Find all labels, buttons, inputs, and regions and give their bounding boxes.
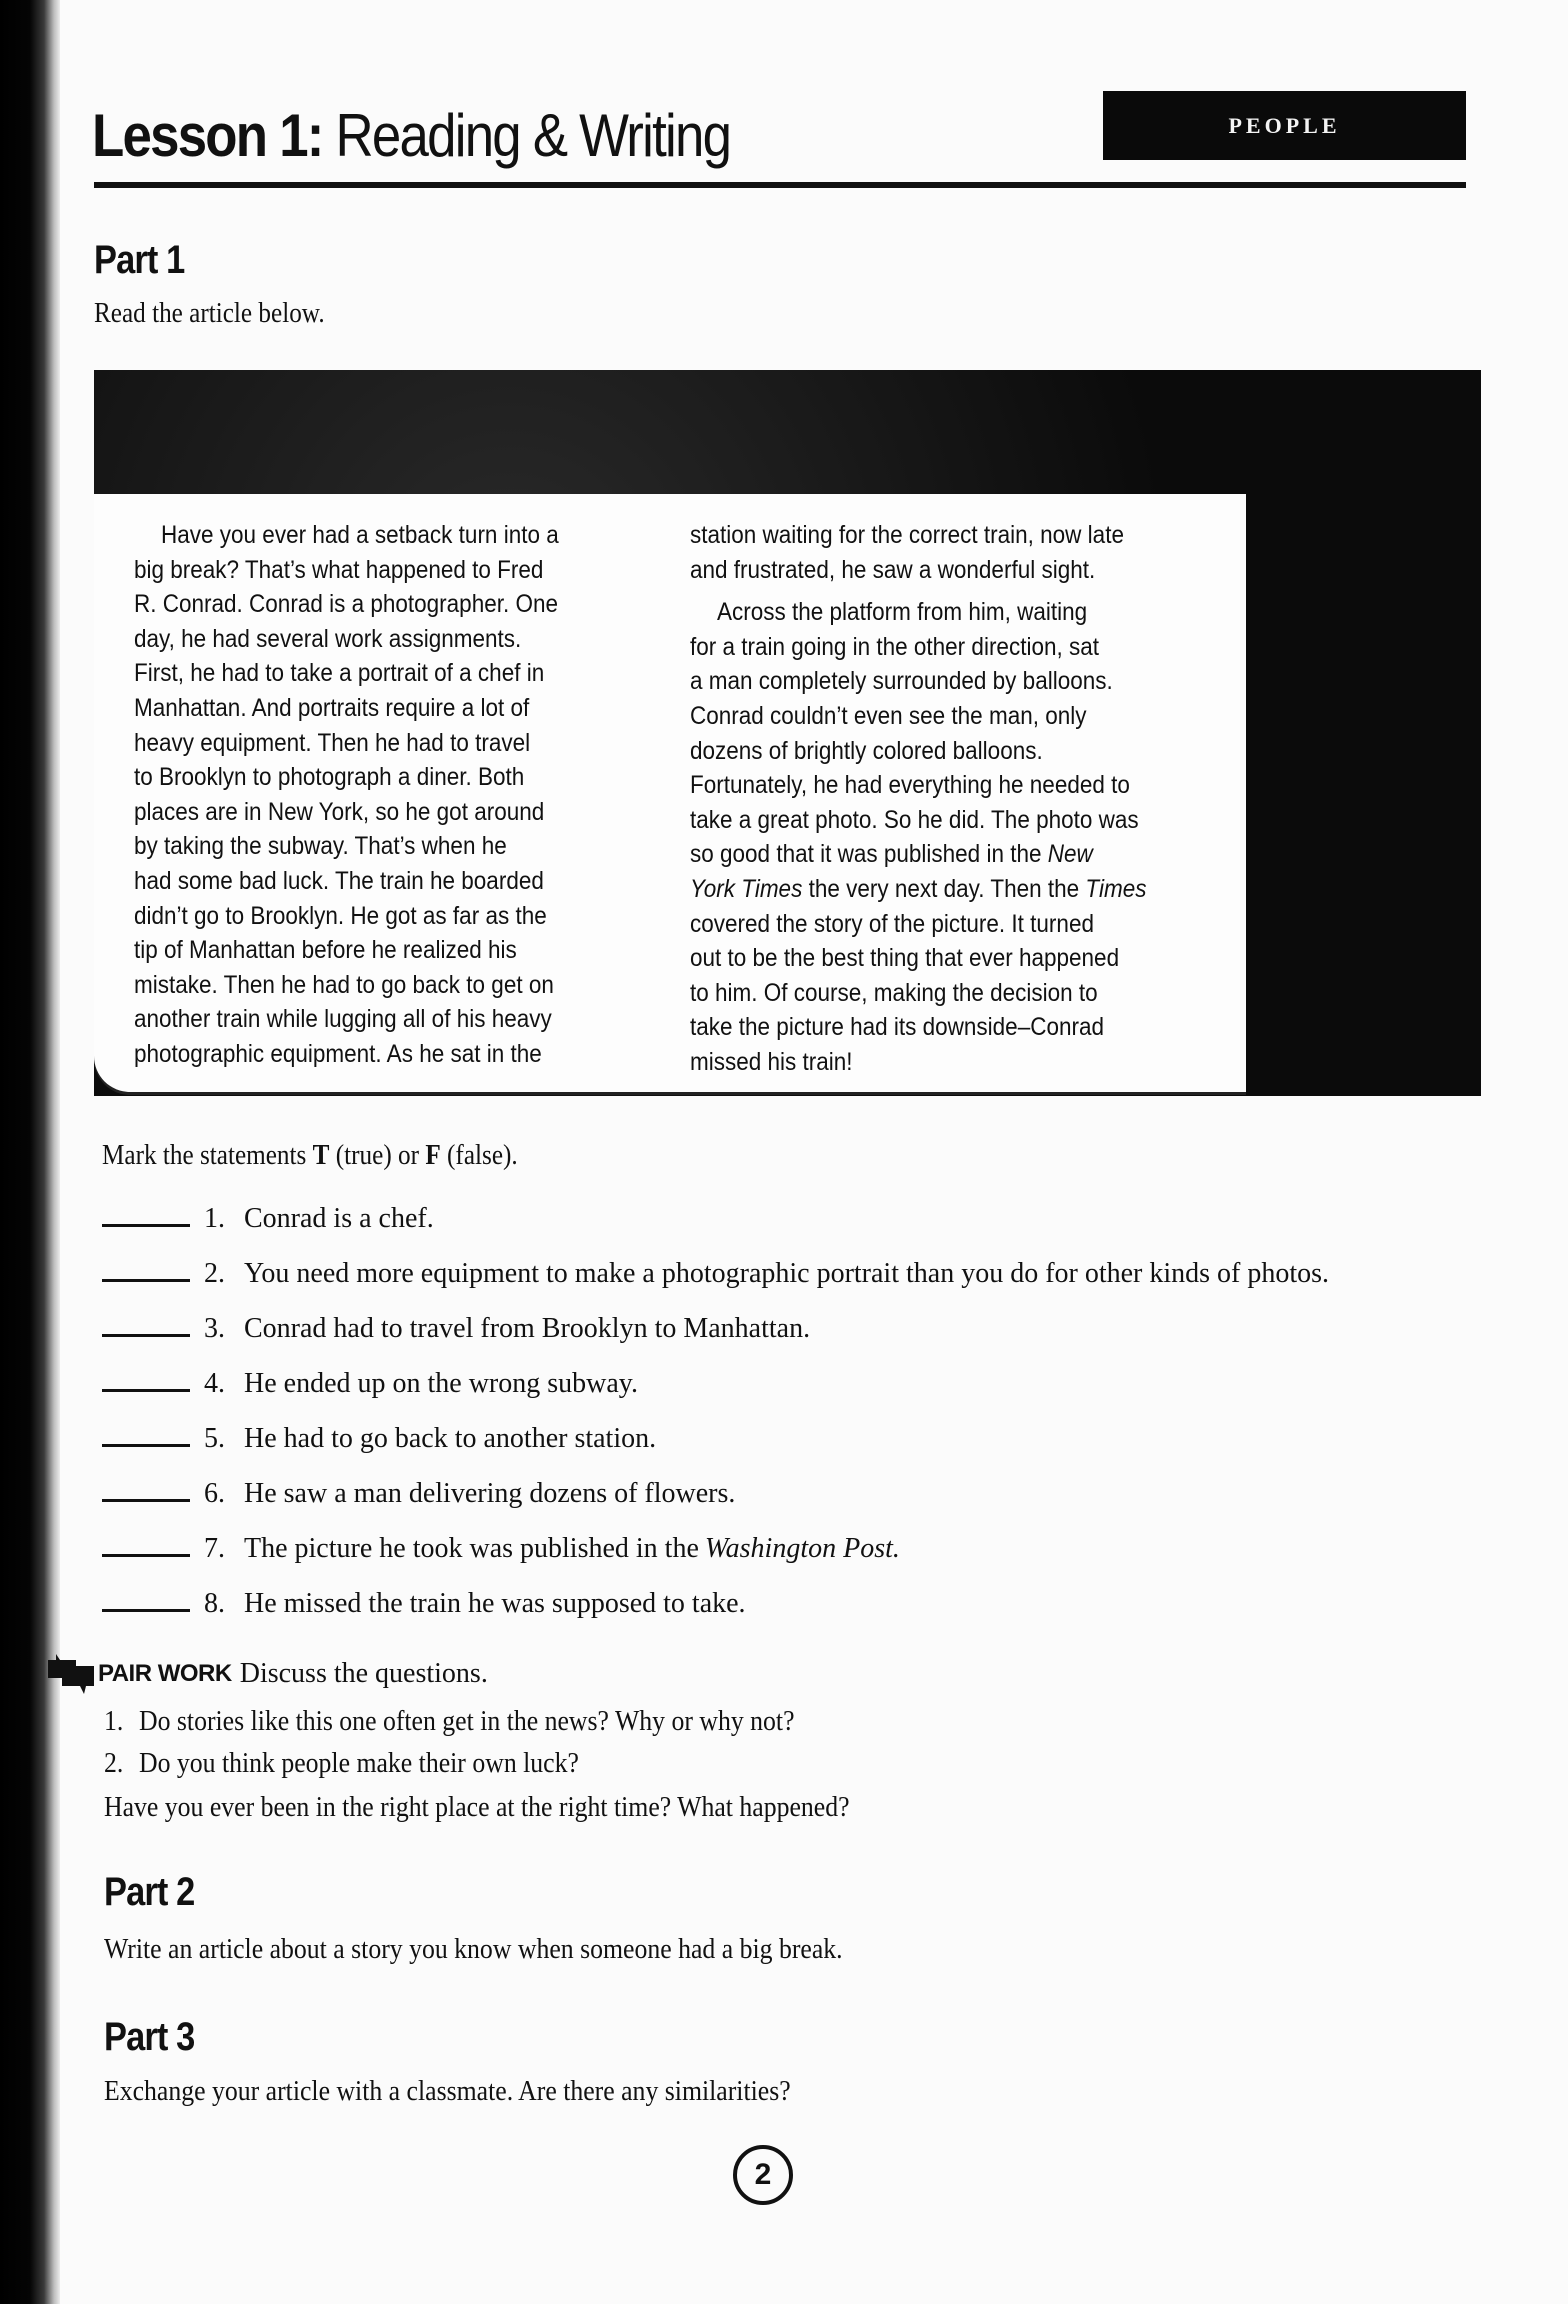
article-line: another train while lugging all of his heavy bbox=[134, 1005, 552, 1034]
article-line: Manhattan. And portraits require a lot of bbox=[134, 693, 530, 722]
part2-instruction: Write an article about a story you know when someone had a big break. bbox=[104, 1934, 843, 1965]
italic-times: Times bbox=[1085, 874, 1147, 903]
tf-instruction: Mark the statements T (true) or F (false). bbox=[102, 1140, 518, 1171]
title-divider bbox=[94, 182, 1466, 188]
answer-blank[interactable] bbox=[102, 1422, 190, 1447]
article-line: R. Conrad. Conrad is a photographer. One bbox=[134, 590, 559, 619]
italic-new: New bbox=[1047, 840, 1093, 869]
part2-heading: Part 2 bbox=[104, 1870, 195, 1914]
statement-item: 5. He had to go back to another station. bbox=[102, 1422, 656, 1462]
article-line: day, he had several work assignments. bbox=[134, 624, 522, 653]
page-number: 2 bbox=[733, 2145, 793, 2205]
article-line: by taking the subway. That’s when he bbox=[134, 832, 507, 861]
article-line: mistake. Then he had to go back to get on bbox=[134, 970, 554, 999]
article-line: to Brooklyn to photograph a diner. Both bbox=[134, 763, 525, 792]
article-line: York Times the very next day. Then the Times bbox=[690, 874, 1147, 903]
statement-item: 2. You need more equipment to make a photographic portrait than you do for other kinds of photos. bbox=[102, 1257, 1329, 1297]
article-line: Have you ever had a setback turn into a bbox=[161, 521, 559, 549]
article-line: and frustrated, he saw a wonderful sight. bbox=[690, 555, 1096, 584]
statement-item: 1. Conrad is a chef. bbox=[102, 1202, 434, 1242]
article-left-column bbox=[134, 518, 559, 1072]
discussion-follow-up: Have you ever been in the right place at the right time? What happened? bbox=[104, 1792, 850, 1823]
answer-blank[interactable] bbox=[102, 1257, 190, 1282]
pair-work-instruction: PAIR WORK Discuss the questions. bbox=[46, 1652, 488, 1696]
article-line: missed his train! bbox=[690, 1047, 853, 1076]
article-line: places are in New York, so he got around bbox=[134, 797, 545, 826]
part1-heading: Part 1 bbox=[94, 238, 185, 282]
part3-heading: Part 3 bbox=[104, 2015, 195, 2059]
answer-blank[interactable] bbox=[102, 1587, 190, 1612]
article-line: to him. Of course, making the decision to bbox=[690, 978, 1098, 1007]
answer-blank[interactable] bbox=[102, 1532, 190, 1557]
book-binding-shadow bbox=[0, 0, 60, 2304]
lesson-number: Lesson 1: bbox=[92, 102, 323, 169]
unit-tag-label: PEOPLE bbox=[1228, 112, 1341, 138]
article-line: tip of Manhattan before he realized his bbox=[134, 936, 517, 965]
article-line: First, he had to take a portrait of a chef in bbox=[134, 659, 545, 688]
article-line: take a great photo. So he did. The photo was bbox=[690, 805, 1139, 834]
discussion-question: 2. Do you think people make their own luck? bbox=[104, 1748, 579, 1779]
unit-tag bbox=[1103, 91, 1466, 160]
article-line: Across the platform from him, waiting bbox=[717, 598, 1088, 627]
statement-item: 7. The picture he took was published in the Washington Post. bbox=[102, 1532, 900, 1572]
article-panel bbox=[94, 494, 1246, 1092]
statement-item: 4. He ended up on the wrong subway. bbox=[102, 1367, 638, 1407]
article-line: heavy equipment. Then he had to travel bbox=[134, 728, 531, 757]
part3-instruction: Exchange your article with a classmate. Are there any similarities? bbox=[104, 2076, 791, 2107]
statement-item: 6. He saw a man delivering dozens of flowers. bbox=[102, 1477, 735, 1517]
article-line: Fortunately, he had everything he needed to bbox=[690, 771, 1130, 800]
article-line: so good that it was published in the New bbox=[690, 840, 1093, 869]
article-line: a man completely surrounded by balloons. bbox=[690, 667, 1113, 696]
article-line: covered the story of the picture. It turned bbox=[690, 909, 1094, 938]
answer-blank[interactable] bbox=[102, 1477, 190, 1502]
speech-bubbles-icon bbox=[46, 1652, 98, 1696]
pair-work-label: PAIR WORK bbox=[98, 1660, 232, 1687]
article-line: station waiting for the correct train, now late bbox=[690, 521, 1124, 549]
article-line: Conrad couldn’t even see the man, only bbox=[690, 701, 1087, 730]
lesson-title bbox=[92, 100, 730, 172]
article-line: had some bad luck. The train he boarded bbox=[134, 866, 544, 895]
article-right-column bbox=[690, 518, 1146, 1080]
answer-blank[interactable] bbox=[102, 1202, 190, 1227]
italic-york-times: York Times bbox=[690, 874, 803, 903]
part1-instruction: Read the article below. bbox=[94, 298, 325, 329]
statement-item: 3. Conrad had to travel from Brooklyn to Manhattan. bbox=[102, 1312, 810, 1352]
article-line: take the picture had its downside–Conrad bbox=[690, 1013, 1105, 1042]
answer-blank[interactable] bbox=[102, 1312, 190, 1337]
article-line: for a train going in the other direction, sat bbox=[690, 632, 1099, 661]
article-line: big break? That’s what happened to Fred bbox=[134, 555, 544, 584]
article-box bbox=[94, 370, 1481, 1096]
answer-blank[interactable] bbox=[102, 1367, 190, 1392]
article-line: out to be the best thing that ever happened bbox=[690, 944, 1120, 973]
lesson-name: Reading & Writing bbox=[335, 102, 731, 169]
discussion-question: 1. Do stories like this one often get in the news? Why or why not? bbox=[104, 1706, 795, 1737]
statement-item: 8. He missed the train he was supposed to take. bbox=[102, 1587, 746, 1627]
article-line: dozens of brightly colored balloons. bbox=[690, 736, 1043, 765]
article-line: didn’t go to Brooklyn. He got as far as the bbox=[134, 901, 547, 930]
article-line: photographic equipment. As he sat in the bbox=[134, 1039, 542, 1068]
